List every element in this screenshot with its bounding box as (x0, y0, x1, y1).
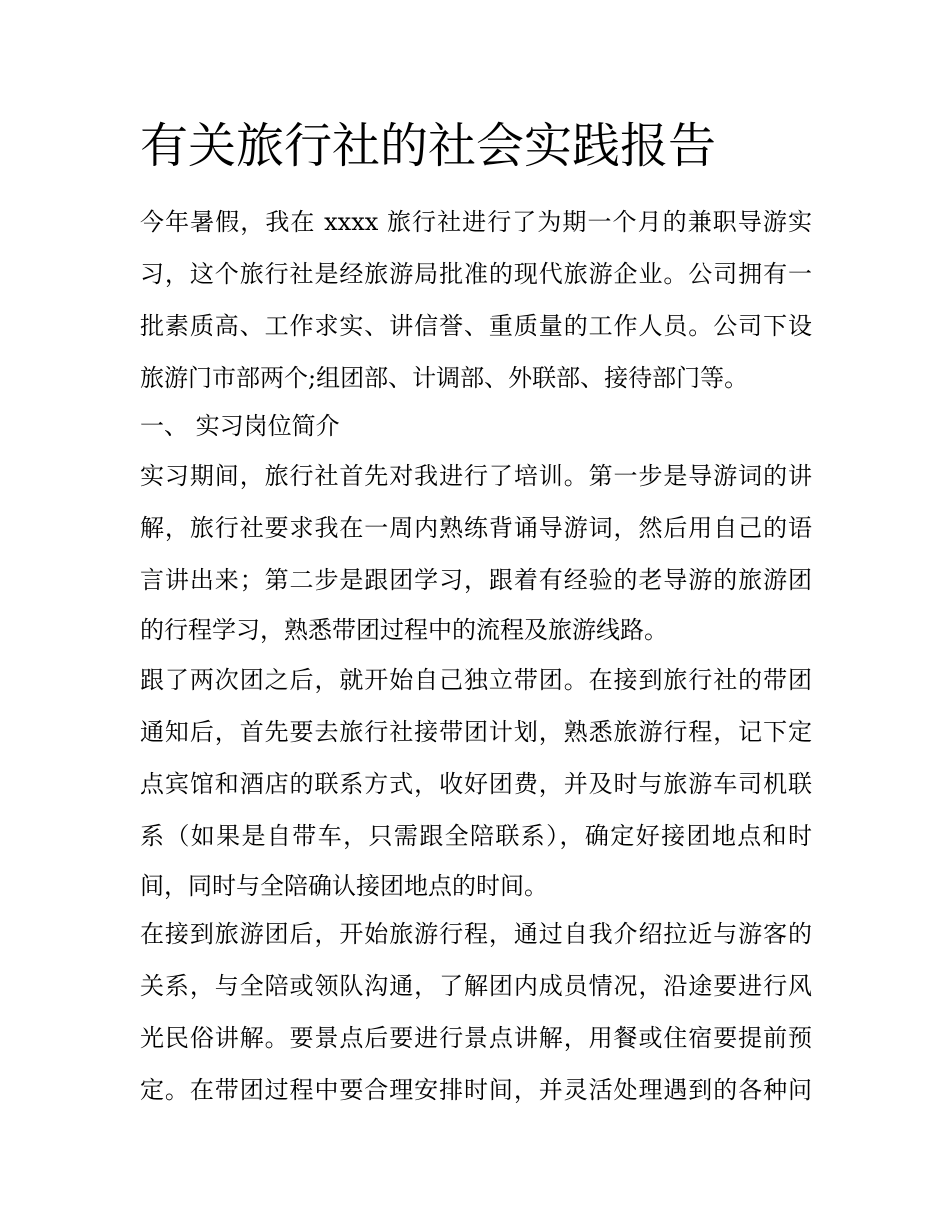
document-title: 有关旅行社的社会实践报告 (140, 118, 717, 174)
paragraph-line: 实习期间，旅行社首先对我进行了培训。第一步是导游词的讲 (140, 462, 812, 490)
paragraph-line: 跟了两次团之后，就开始自己独立带团。在接到旅行社的带团 (140, 666, 812, 694)
paragraph-line: 定。在带团过程中要合理安排时间，并灵活处理遇到的各种问 (140, 1076, 812, 1104)
paragraph-line: 间，同时与全陪确认接团地点的时间。 (140, 872, 548, 900)
paragraph-line: 光民俗讲解。要景点后要进行景点讲解，用餐或住宿要提前预 (140, 1024, 812, 1052)
paragraph-line: 习，这个旅行社是经旅游局批准的现代旅游企业。公司拥有一 (140, 260, 812, 288)
paragraph-line: 的行程学习，熟悉带团过程中的流程及旅游线路。 (140, 616, 668, 644)
paragraph-line: 今年暑假，我在 xxxx 旅行社进行了为期一个月的兼职导游实 (140, 208, 812, 236)
paragraph-line: 在接到旅游团后，开始旅游行程，通过自我介绍拉近与游客的 (140, 920, 812, 948)
paragraph-line: 言讲出来；第二步是跟团学习，跟着有经验的老导游的旅游团 (140, 566, 812, 594)
paragraph-line: 系（如果是自带车，只需跟全陪联系），确定好接团地点和时 (140, 822, 812, 850)
paragraph-line: 旅游门市部两个;组团部、计调部、外联部、接待部门等。 (140, 364, 749, 392)
paragraph-line: 批素质高、工作求实、讲信誉、重质量的工作人员。公司下设 (140, 312, 812, 340)
section-heading: 一、 实习岗位简介 (140, 412, 340, 440)
paragraph-line: 解，旅行社要求我在一周内熟练背诵导游词，然后用自己的语 (140, 514, 812, 542)
paragraph-line: 点宾馆和酒店的联系方式，收好团费，并及时与旅游车司机联 (140, 770, 812, 798)
paragraph-line: 关系，与全陪或领队沟通，了解团内成员情况，沿途要进行风 (140, 972, 812, 1000)
paragraph-line: 通知后，首先要去旅行社接带团计划，熟悉旅游行程，记下定 (140, 718, 812, 746)
